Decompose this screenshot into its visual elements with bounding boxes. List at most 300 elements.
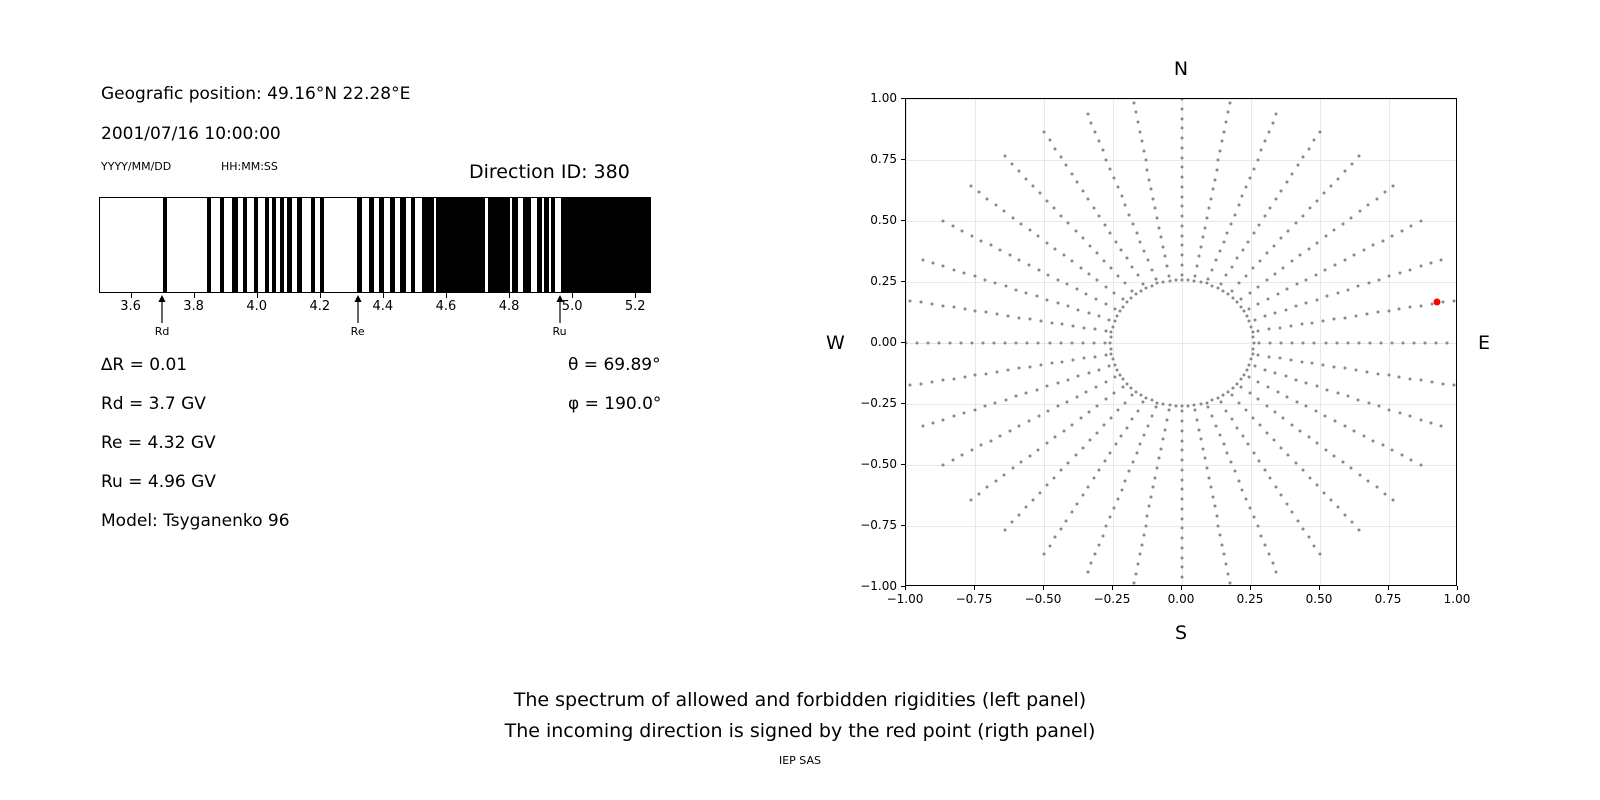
direction-dot — [1353, 429, 1356, 432]
direction-dot — [1181, 478, 1184, 481]
direction-dot — [1181, 127, 1184, 130]
direction-dot — [1286, 288, 1289, 291]
direction-dot — [1278, 357, 1281, 360]
direction-dot — [1324, 342, 1327, 345]
direction-dot — [1150, 188, 1153, 191]
direction-dot — [1104, 285, 1107, 288]
direction-dot — [1251, 416, 1254, 419]
forbidden-band — [287, 198, 292, 292]
direction-dot — [1252, 342, 1255, 345]
direction-dot — [1187, 278, 1190, 281]
direction-dot — [1226, 231, 1229, 234]
direction-dot — [1316, 241, 1319, 244]
direction-dot — [1109, 451, 1112, 454]
selected-direction-point[interactable] — [1434, 299, 1441, 306]
direction-dot — [938, 342, 941, 345]
direction-dot — [1111, 325, 1114, 328]
direction-dot — [1102, 259, 1105, 262]
direction-dot — [1240, 385, 1243, 388]
direction-dot — [1028, 365, 1031, 368]
direction-dot — [963, 375, 966, 378]
direction-dot — [1231, 386, 1234, 389]
x-tick-mark — [635, 293, 636, 298]
direction-dot — [1358, 210, 1361, 213]
direction-dot — [1282, 417, 1285, 420]
direction-dot — [952, 306, 955, 309]
param-phi: φ = 190.0° — [568, 394, 662, 414]
direction-dot — [1344, 367, 1347, 370]
direction-dot — [1241, 488, 1244, 491]
direction-dot — [1104, 302, 1107, 305]
direction-dot — [1307, 147, 1310, 150]
direction-dot — [1139, 393, 1142, 396]
direction-dot — [1108, 318, 1111, 321]
direction-dot — [1333, 229, 1336, 232]
direction-dot — [1094, 298, 1097, 301]
direction-dot — [1207, 207, 1210, 210]
direction-dot — [1081, 189, 1084, 192]
direction-dot — [1241, 195, 1244, 198]
direction-dot — [1181, 498, 1184, 501]
direction-dot — [1241, 249, 1244, 252]
direction-dot — [1134, 572, 1137, 575]
direction-dot — [1114, 240, 1117, 243]
direction-dot — [1221, 543, 1224, 546]
direction-dot — [1181, 459, 1184, 462]
x-tick-label: 4.4 — [372, 299, 394, 314]
direction-dot — [1145, 287, 1148, 290]
direction-dot — [1039, 364, 1042, 367]
direction-dot — [1378, 278, 1381, 281]
forbidden-band — [400, 198, 406, 292]
direction-dot — [1257, 381, 1260, 384]
direction-dot — [1007, 369, 1010, 372]
direction-dot — [1131, 265, 1134, 268]
direction-dot — [1287, 454, 1290, 457]
direction-dot — [1133, 582, 1136, 585]
direction-dot — [1037, 235, 1040, 238]
direction-dot — [1131, 461, 1134, 464]
direction-dot — [1145, 396, 1148, 399]
direction-dot — [1056, 382, 1059, 385]
direction-dot — [1335, 342, 1338, 345]
direction-dot — [1104, 398, 1107, 401]
direction-dot — [1114, 443, 1117, 446]
y-tick-label: −1.00 — [860, 579, 897, 593]
direction-dot — [1409, 377, 1412, 380]
forbidden-band — [311, 198, 315, 292]
direction-dot — [1159, 236, 1162, 239]
direction-dot — [1150, 268, 1153, 271]
direction-dot — [1400, 454, 1403, 457]
direction-dot — [1109, 167, 1112, 170]
direction-dot — [1045, 241, 1048, 244]
direction-dot — [1400, 229, 1403, 232]
caption-line-1: The spectrum of allowed and forbidden rigidities (left panel) — [513, 689, 1087, 711]
direction-dot — [1126, 382, 1129, 385]
direction-dot — [1267, 298, 1270, 301]
direction-dot — [1161, 245, 1164, 248]
direction-dot — [1379, 342, 1382, 345]
direction-dot — [1181, 429, 1184, 432]
sky-scatter-plot — [905, 98, 1457, 586]
direction-dot — [983, 405, 986, 408]
direction-dot — [1341, 222, 1344, 225]
direction-dot — [1387, 374, 1390, 377]
direction-dot — [1222, 393, 1225, 396]
direction-dot — [1289, 325, 1292, 328]
x-tick-label: −0.75 — [955, 592, 993, 606]
direction-dot — [1138, 130, 1141, 133]
direction-dot — [1037, 448, 1040, 451]
direction-dot — [1154, 277, 1157, 280]
direction-dot — [1257, 330, 1260, 333]
direction-dot — [1015, 342, 1018, 345]
direction-dot — [1247, 307, 1250, 310]
direction-dot — [1398, 271, 1401, 274]
direction-dot — [1230, 265, 1233, 268]
direction-dot — [1110, 330, 1113, 333]
marker-arrow-re — [352, 295, 364, 323]
direction-dot — [1181, 176, 1184, 179]
direction-dot — [1181, 195, 1184, 198]
direction-dot — [1181, 278, 1184, 281]
direction-dot — [1299, 429, 1302, 432]
direction-dot — [1248, 291, 1251, 294]
direction-dot — [1020, 222, 1023, 225]
direction-dot — [1028, 454, 1031, 457]
direction-dot — [1218, 433, 1221, 436]
direction-dot — [1295, 378, 1298, 381]
direction-dot — [1199, 280, 1202, 283]
direction-dot — [1193, 404, 1196, 407]
direction-dot — [1420, 220, 1423, 223]
direction-dot — [1346, 288, 1349, 291]
forbidden-band — [163, 198, 167, 292]
direction-dot — [1134, 390, 1137, 393]
direction-dot — [1148, 178, 1151, 181]
direction-dot — [1081, 342, 1084, 345]
direction-dot — [1381, 444, 1384, 447]
direction-dot — [1302, 156, 1305, 159]
direction-dot — [1264, 543, 1267, 546]
direction-dot — [1211, 188, 1214, 191]
direction-dot — [1237, 282, 1240, 285]
direction-dot — [1244, 409, 1247, 412]
direction-dot — [1343, 259, 1346, 262]
direction-dot — [1031, 499, 1034, 502]
direction-dot — [1392, 185, 1395, 188]
direction-dot — [1273, 244, 1276, 247]
direction-dot — [1096, 279, 1099, 282]
direction-dot — [1207, 406, 1210, 409]
direction-dot — [1239, 305, 1242, 308]
forbidden-band — [220, 198, 224, 292]
direction-dot — [1207, 277, 1210, 280]
direction-dot — [1344, 513, 1347, 516]
direction-dot — [1087, 311, 1090, 314]
direction-dot — [1378, 405, 1381, 408]
direction-dot — [1218, 250, 1221, 253]
direction-dot — [1313, 139, 1316, 142]
direction-dot — [1273, 439, 1276, 442]
direction-dot — [1181, 488, 1184, 491]
direction-dot — [1037, 342, 1040, 345]
y-tick-mark — [901, 281, 905, 282]
direction-dot — [1053, 207, 1056, 210]
direction-dot — [1222, 241, 1225, 244]
direction-dot — [1322, 491, 1325, 494]
direction-dot — [1025, 392, 1028, 395]
direction-dot — [973, 408, 976, 411]
direction-dot — [1227, 390, 1230, 393]
direction-dot — [1101, 534, 1104, 537]
direction-dot — [1050, 321, 1053, 324]
x-tick-label: 0.25 — [1236, 592, 1264, 606]
forbidden-band — [488, 198, 510, 292]
direction-dot — [1291, 511, 1294, 514]
direction-dot — [1118, 310, 1121, 313]
direction-dot — [1011, 467, 1014, 470]
direction-dot — [1110, 267, 1113, 270]
direction-dot — [1015, 395, 1018, 398]
direction-dot — [1441, 301, 1444, 304]
direction-dot — [1087, 198, 1090, 201]
direction-dot — [1056, 405, 1059, 408]
direction-dot — [1305, 301, 1308, 304]
direction-dot — [1284, 375, 1287, 378]
direction-dot — [1181, 205, 1184, 208]
direction-dot — [1365, 370, 1368, 373]
direction-dot — [1139, 290, 1142, 293]
direction-dot — [1336, 392, 1339, 395]
direction-dot — [952, 377, 955, 380]
direction-dot — [1398, 308, 1401, 311]
direction-dot — [1081, 494, 1084, 497]
caption-line-2: The incoming direction is signed by the red point (rigth panel) — [504, 720, 1096, 742]
direction-dot — [989, 244, 992, 247]
direction-dot — [1300, 323, 1303, 326]
forbidden-band — [243, 198, 247, 292]
direction-dot — [1217, 524, 1220, 527]
direction-dot — [1333, 454, 1336, 457]
direction-dot — [1148, 505, 1151, 508]
direction-dot — [1120, 434, 1123, 437]
x-tick-label: 0.50 — [1305, 592, 1333, 606]
direction-dot — [1194, 274, 1197, 277]
direction-dot — [1391, 449, 1394, 452]
direction-dot — [1211, 399, 1214, 402]
direction-dot — [996, 313, 999, 316]
sky-direction-panel — [800, 0, 1600, 660]
direction-dot — [1083, 326, 1086, 329]
direction-dot — [1020, 461, 1023, 464]
direction-dot — [1274, 372, 1277, 375]
direction-dot — [1248, 507, 1251, 510]
direction-dot — [1245, 497, 1248, 500]
direction-dot — [1196, 418, 1199, 421]
direction-dot — [1233, 213, 1236, 216]
forbidden-band — [272, 198, 276, 292]
forbidden-band — [357, 198, 362, 292]
direction-dot — [1154, 406, 1157, 409]
direction-dot — [1258, 223, 1261, 226]
direction-dot — [1198, 428, 1201, 431]
forbidden-band — [523, 198, 531, 292]
direction-dot — [1233, 470, 1236, 473]
direction-dot — [978, 492, 981, 495]
direction-dot — [1305, 278, 1308, 281]
direction-dot — [1375, 486, 1378, 489]
direction-dot — [1315, 199, 1318, 202]
direction-dot — [1187, 405, 1190, 408]
direction-dot — [961, 454, 964, 457]
direction-dot — [1324, 448, 1327, 451]
direction-dot — [1280, 446, 1283, 449]
y-tick-label: 0.75 — [870, 152, 897, 166]
direction-dot — [994, 402, 997, 405]
forbidden-band — [436, 198, 485, 292]
direction-dot — [978, 191, 981, 194]
direction-dot — [941, 379, 944, 382]
direction-dot — [1150, 495, 1153, 498]
direction-dot — [994, 281, 997, 284]
direction-dot — [1120, 195, 1123, 198]
direction-dot — [1094, 552, 1097, 555]
direction-dot — [1143, 433, 1146, 436]
direction-dot — [1305, 382, 1308, 385]
direction-dot — [1157, 226, 1160, 229]
direction-dot — [1419, 418, 1422, 421]
direction-dot — [1174, 278, 1177, 281]
direction-dot — [1067, 461, 1070, 464]
direction-dot — [1214, 259, 1217, 262]
direction-dot — [1113, 363, 1116, 366]
direction-dot — [1275, 112, 1278, 115]
direction-dot — [1114, 376, 1117, 379]
direction-dot — [1122, 305, 1125, 308]
direction-dot — [996, 370, 999, 373]
gridline-vertical — [1113, 99, 1114, 585]
direction-dot — [1109, 347, 1112, 350]
direction-dot — [1113, 392, 1116, 395]
direction-dot — [1280, 237, 1283, 240]
direction-dot — [1046, 199, 1049, 202]
direction-dot — [1117, 274, 1120, 277]
direction-dot — [1223, 553, 1226, 556]
direction-dot — [1130, 386, 1133, 389]
direction-dot — [1079, 266, 1082, 269]
direction-dot — [1094, 131, 1097, 134]
direction-dot — [1240, 298, 1243, 301]
direction-dot — [1133, 101, 1136, 104]
direction-dot — [1181, 156, 1184, 159]
direction-dot — [1017, 170, 1020, 173]
direction-dot — [1344, 170, 1347, 173]
direction-dot — [1358, 473, 1361, 476]
direction-dot — [1138, 553, 1141, 556]
x-tick-label: 4.0 — [246, 299, 268, 314]
direction-dot — [1267, 328, 1270, 331]
direction-dot — [921, 425, 924, 428]
direction-dot — [1211, 495, 1214, 498]
direction-dot — [1161, 438, 1164, 441]
direction-dot — [1070, 511, 1073, 514]
direction-dot — [1260, 534, 1263, 537]
forbidden-band — [551, 198, 555, 292]
direction-dot — [1037, 268, 1040, 271]
direction-dot — [1286, 395, 1289, 398]
direction-dot — [1290, 260, 1293, 263]
forbidden-band — [561, 198, 651, 292]
direction-dot — [1150, 415, 1153, 418]
direction-dot — [1054, 536, 1057, 539]
direction-dot — [1301, 214, 1304, 217]
direction-dot — [1263, 368, 1266, 371]
direction-dot — [1147, 259, 1150, 262]
y-tick-mark — [901, 586, 905, 587]
direction-dot — [1092, 477, 1095, 480]
direction-dot — [1452, 299, 1455, 302]
direction-dot — [1120, 249, 1123, 252]
direction-dot — [952, 268, 955, 271]
y-tick-mark — [901, 464, 905, 465]
direction-dot — [1066, 378, 1069, 381]
direction-dot — [1346, 342, 1349, 345]
direction-dot — [1324, 415, 1327, 418]
direction-dot — [1319, 553, 1322, 556]
direction-dot — [930, 303, 933, 306]
x-tick-mark — [320, 293, 321, 298]
direction-dot — [1247, 443, 1250, 446]
direction-dot — [1136, 409, 1139, 412]
direction-dot — [1350, 467, 1353, 470]
direction-dot — [1157, 457, 1160, 460]
direction-dot — [1092, 342, 1095, 345]
direction-dot — [1243, 310, 1246, 313]
direction-dot — [1388, 408, 1391, 411]
direction-dot — [1025, 291, 1028, 294]
direction-dot — [1010, 162, 1013, 165]
compass-north-label: N — [1173, 58, 1189, 80]
direction-dot — [1017, 367, 1020, 370]
direction-dot — [1248, 363, 1251, 366]
direction-dot — [1390, 342, 1393, 345]
direction-dot — [1024, 506, 1027, 509]
direction-dot — [1159, 447, 1162, 450]
direction-dot — [1128, 470, 1131, 473]
direction-dot — [951, 224, 954, 227]
direction-dot — [1263, 215, 1266, 218]
direction-dot — [1211, 415, 1214, 418]
direction-dot — [1066, 305, 1069, 308]
direction-dot — [1213, 505, 1216, 508]
date-format-hint: YYYY/MM/DD — [101, 160, 172, 173]
x-tick-label: 5.2 — [624, 299, 646, 314]
direction-dot — [932, 422, 935, 425]
direction-dot — [1357, 342, 1360, 345]
direction-dot — [985, 311, 988, 314]
direction-dot — [1267, 355, 1270, 358]
param-delta-r: ∆R = 0.01 — [101, 355, 188, 375]
direction-dot — [1028, 420, 1031, 423]
direction-dot — [1075, 395, 1078, 398]
direction-dot — [1072, 358, 1075, 361]
direction-dot — [1108, 365, 1111, 368]
direction-dot — [1168, 404, 1171, 407]
direction-dot — [1015, 288, 1018, 291]
direction-dot — [1135, 231, 1138, 234]
